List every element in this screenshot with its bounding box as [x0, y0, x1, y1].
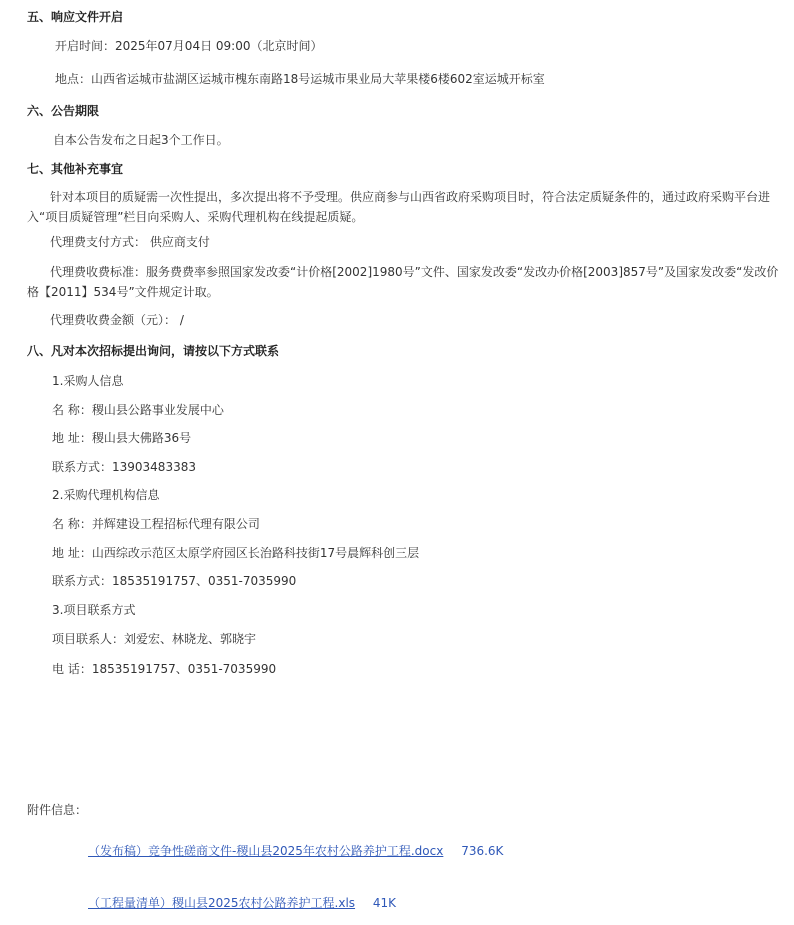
open-time: 开启时间：2025年07月04日 09:00（北京时间） — [55, 39, 323, 53]
attachment-item — [88, 843, 503, 859]
notice-period-text: 自本公告发布之日起3个工作日。 — [53, 133, 229, 147]
attachment-size: 736.6K — [461, 844, 504, 858]
agency-fee-standard: 代理费收费标准：服务费费率参照国家发改委“计价格[2002]1980号”文件、国家发改委“发改办价格[2003]857号”及国家发改委“发改价格【2011】534号”文件规定计取。 — [27, 265, 779, 299]
section-6-title: 六、公告期限 — [27, 104, 100, 118]
agency-heading: 2.采购代理机构信息 — [52, 488, 160, 502]
agency-address: 地 址：山西综改示范区太原学府园区长治路科技街17号晨辉科创三层 — [52, 546, 420, 560]
project-heading: 3.项目联系方式 — [52, 603, 136, 617]
attachments-label: 附件信息： — [27, 803, 88, 817]
section-8-title: 八、凡对本次招标提出询问，请按以下方式联系 — [27, 344, 280, 358]
challenge-paragraph: 针对本项目的质疑需一次性提出，多次提出将不予受理。供应商参与山西省政府采购项目时，符合法定质疑条件的，通过政府采购平台进入“项目质疑管理”栏目向采购人、采购代理机构在线提起质疑。 — [27, 190, 771, 224]
agency-fee-amount: 代理费收费金额（元）： / — [50, 313, 184, 327]
section-5-title: 五、响应文件开启 — [27, 10, 124, 24]
section-7-title: 七、其他补充事宜 — [27, 162, 124, 176]
attachment-item — [88, 895, 396, 911]
project-contact-person: 项目联系人：刘爱宏、林晓龙、郭晓宇 — [52, 632, 257, 646]
buyer-name: 名 称：稷山县公路事业发展中心 — [52, 403, 224, 417]
buyer-heading: 1.采购人信息 — [52, 374, 124, 388]
attachment-size: 41K — [372, 896, 397, 910]
open-location: 地点：山西省运城市盐湖区运城市槐东南路18号运城市果业局大苹果楼6楼602室运城开标室 — [55, 72, 545, 86]
attachment-link[interactable]: （工程量清单）稷山县2025农村公路养护工程.xls — [88, 896, 356, 910]
agency-name: 名 称：并辉建设工程招标代理有限公司 — [52, 517, 260, 531]
agency-contact: 联系方式：18535191757、0351-7035990 — [52, 574, 297, 588]
buyer-address: 地 址：稷山县大佛路36号 — [52, 431, 192, 445]
agency-fee-payment: 代理费支付方式： 供应商支付 — [50, 235, 210, 249]
project-phone: 电 话：18535191757、0351-7035990 — [52, 662, 277, 676]
buyer-contact: 联系方式：13903483383 — [52, 460, 196, 474]
attachment-link[interactable]: （发布稿）竞争性磋商文件-稷山县2025年农村公路养护工程.docx — [88, 844, 444, 858]
